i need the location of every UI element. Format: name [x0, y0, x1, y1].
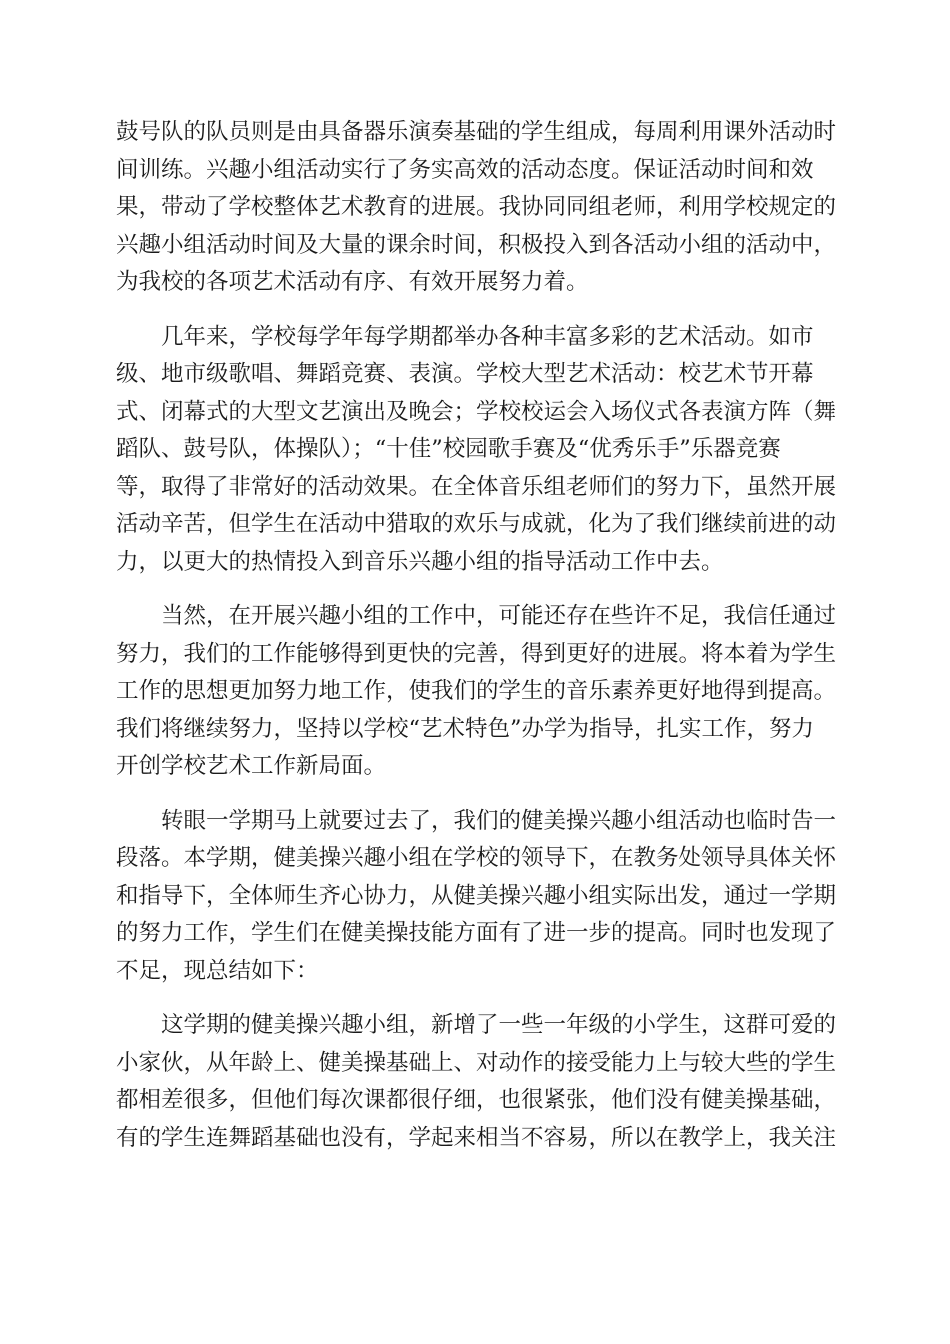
paragraph-line: 和指导下，全体师生齐心协力，从健美操兴趣小组实际出发，通过一学期: [116, 882, 836, 909]
paragraph-line: 开创学校艺术工作新局面。: [116, 753, 387, 779]
paragraph-line: 转眼一学期马上就要过去了，我们的健美操兴趣小组活动也临时告一: [161, 807, 836, 834]
paragraph-line: 级、地市级歌唱、舞蹈竞赛、表演。学校大型艺术活动：校艺术节开幕: [116, 361, 814, 387]
paragraph-line: 小家伙，从年龄上、健美操基础上、对动作的接受能力上与较大些的学生: [116, 1049, 836, 1076]
paragraph-line: 蹈队、鼓号队，体操队）；“十佳”校园歌手赛及“优秀乐手”乐器竞赛: [116, 436, 781, 462]
paragraph-line: 这学期的健美操兴趣小组，新增了一些一年级的小学生，这群可爱的: [161, 1012, 836, 1038]
paragraph-line: 不足，现总结如下：: [116, 957, 319, 984]
paragraph-line: 都相差很多，但他们每次课都很仔细，也很紧张，他们没有健美操基础，: [116, 1087, 836, 1113]
paragraph-line: 当然，在开展兴趣小组的工作中，可能还存在些许不足，我信任通过: [161, 603, 836, 629]
paragraph-line: 果，带动了学校整体艺术教育的进展。我协同同组老师，利用学校规定的: [116, 194, 836, 220]
paragraph-line: 等，取得了非常好的活动效果。在全体音乐组老师们的努力下，虽然开展: [116, 473, 836, 500]
paragraph-3: [116, 598, 836, 786]
paragraph-line: 活动辛苦，但学生在活动中猎取的欢乐与成就，化为了我们继续前进的动: [116, 511, 836, 537]
paragraph-line: 鼓号队的队员则是由具备器乐演奏基础的学生组成，每周利用课外活动时: [116, 119, 836, 145]
paragraph-1: [116, 114, 836, 302]
paragraph-line: 工作的思想更加努力地工作，使我们的学生的音乐素养更好地得到提高。: [116, 678, 836, 704]
paragraph-line: 我们将继续努力，坚持以学校“艺术特色”办学为指导，扎实工作，努力: [116, 715, 815, 742]
paragraph-5: [116, 1007, 836, 1157]
paragraph-4: [116, 803, 836, 991]
paragraph-2: [116, 319, 836, 582]
paragraph-line: 的努力工作，学生们在健美操技能方面有了进一步的提高。同时也发现了: [116, 920, 836, 946]
paragraph-line: 为我校的各项艺术活动有序、有效开展努力着。: [116, 269, 589, 295]
paragraph-line: 式、闭幕式的大型文艺演出及晚会；学校校运会入场仪式各表演方阵（舞: [116, 398, 836, 425]
paragraph-line: 努力，我们的工作能够得到更快的完善，得到更好的进展。将本着为学生: [116, 640, 836, 667]
paragraph-line: 几年来，学校每学年每学期都举办各种丰富多彩的艺术活动。如市: [161, 323, 814, 350]
paragraph-line: 兴趣小组活动时间及大量的课余时间，积极投入到各活动小组的活动中，: [116, 231, 836, 258]
paragraph-line: 间训练。兴趣小组活动实行了务实高效的活动态度。保证活动时间和效: [116, 156, 814, 183]
paragraph-line: 段落。本学期，健美操兴趣小组在学校的领导下，在教务处领导具体关怀: [116, 845, 836, 871]
paragraph-line: 有的学生连舞蹈基础也没有，学起来相当不容易，所以在教学上，我关注: [116, 1124, 836, 1151]
document-body: [116, 114, 836, 1174]
paragraph-line: 力，以更大的热情投入到音乐兴趣小组的指导活动工作中去。: [116, 548, 724, 575]
